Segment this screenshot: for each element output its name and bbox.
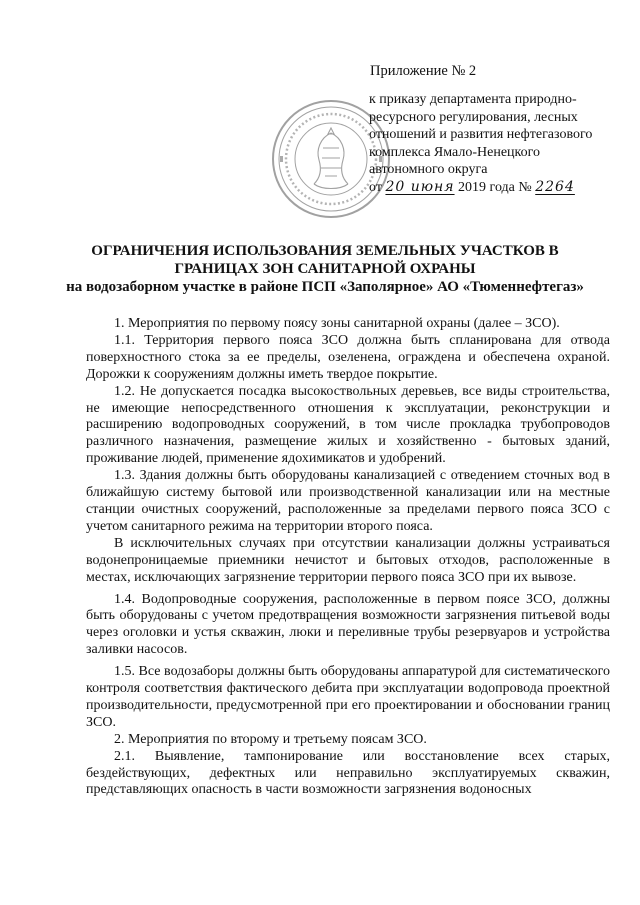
- document-body: [86, 316, 610, 799]
- document-title: [30, 242, 620, 296]
- appendix-title: Приложение № 2: [370, 63, 477, 79]
- paragraph: 1.5. Все водозаборы должны быть оборудованы аппаратурой для систематического контроля соответствия фактического дебита при эксплуатации водопровода проектной производительности, предусмотренной при его проектировании и обосновании границ ЗСО.: [86, 664, 610, 730]
- handwritten-date: 20 июня: [385, 178, 455, 195]
- order-ref-line: автономного округа: [369, 162, 488, 177]
- order-date-line: [369, 179, 609, 197]
- paragraph: 1. Мероприятия по первому поясу зоны санитарной охраны (далее – ЗСО).: [114, 316, 560, 331]
- date-prefix: от: [369, 179, 382, 195]
- paragraph: 2.1. Выявление, тампонирование или восстановление всех старых, бездействующих, дефектных или неправильно эксплуатируемых скважин, представляющих опасность в части возможности загрязнения водоносных: [86, 748, 610, 798]
- handwritten-number: 2264: [535, 178, 575, 195]
- paragraph: 1.4. Водопроводные сооружения, расположенные в первом поясе ЗСО, должны быть оборудованы с учетом предотвращения возможности загрязнения питьевой воды через оголовки и устья скважин, люки и переливные трубы резервуаров и устройства заливки насосов.: [86, 591, 610, 658]
- paragraph: 1.3. Здания должны быть оборудованы канализацией с отведением сточных вод в ближайшую систему бытовой или производственной канализации или на местные станции очистных сооружений, расположенные за пределами первого пояса ЗСО с учетом санитарного режима на территории второго пояса.: [86, 468, 610, 534]
- order-ref-line: комплекса Ямало-Ненецкого: [369, 144, 541, 160]
- order-ref-line: к приказу департамента природно-: [369, 92, 577, 107]
- year-text: 2019 года №: [458, 179, 532, 195]
- paragraph: 1.2. Не допускается посадка высокоствольных деревьев, все виды строительства, не имеющие непосредственного отношения к эксплуатации, реконструкции и расширению водопроводных сооружений, в том числе прокладка трубопроводов различного назначения, размещение жилых и хозяйственно - бытовых зданий, проживание людей, применение ядохимикатов и удобрений.: [86, 383, 610, 467]
- title-line: ОГРАНИЧЕНИЯ ИСПОЛЬЗОВАНИЯ ЗЕМЕЛЬНЫХ УЧАСТКОВ В: [91, 243, 559, 259]
- order-ref-line: отношений и развития нефтегазового: [369, 127, 593, 142]
- order-reference: [369, 91, 609, 196]
- title-line: ГРАНИЦАХ ЗОН САНИТАРНОЙ ОХРАНЫ: [174, 261, 476, 277]
- order-ref-line: ресурсного регулирования, лесных: [369, 109, 578, 125]
- title-subline: на водозаборном участке в районе ПСП «Заполярное» АО «Тюменнефтегаз»: [66, 279, 584, 295]
- paragraph: 2. Мероприятия по второму и третьему поясам ЗСО.: [114, 731, 427, 747]
- paragraph: В исключительных случаях при отсутствии канализации должны устраиваться водонепроницаемые приемники нечистот и бытовых отходов, расположенные в местах, исключающих загрязнение территории первого пояса ЗСО при их вывозе.: [86, 535, 610, 585]
- paragraph: 1.1. Территория первого пояса ЗСО должна быть спланирована для отвода поверхностного стока за ее пределы, озеленена, ограждена и обеспечена охраной. Дорожки к сооружениям должны иметь твердое покрытие.: [86, 332, 610, 382]
